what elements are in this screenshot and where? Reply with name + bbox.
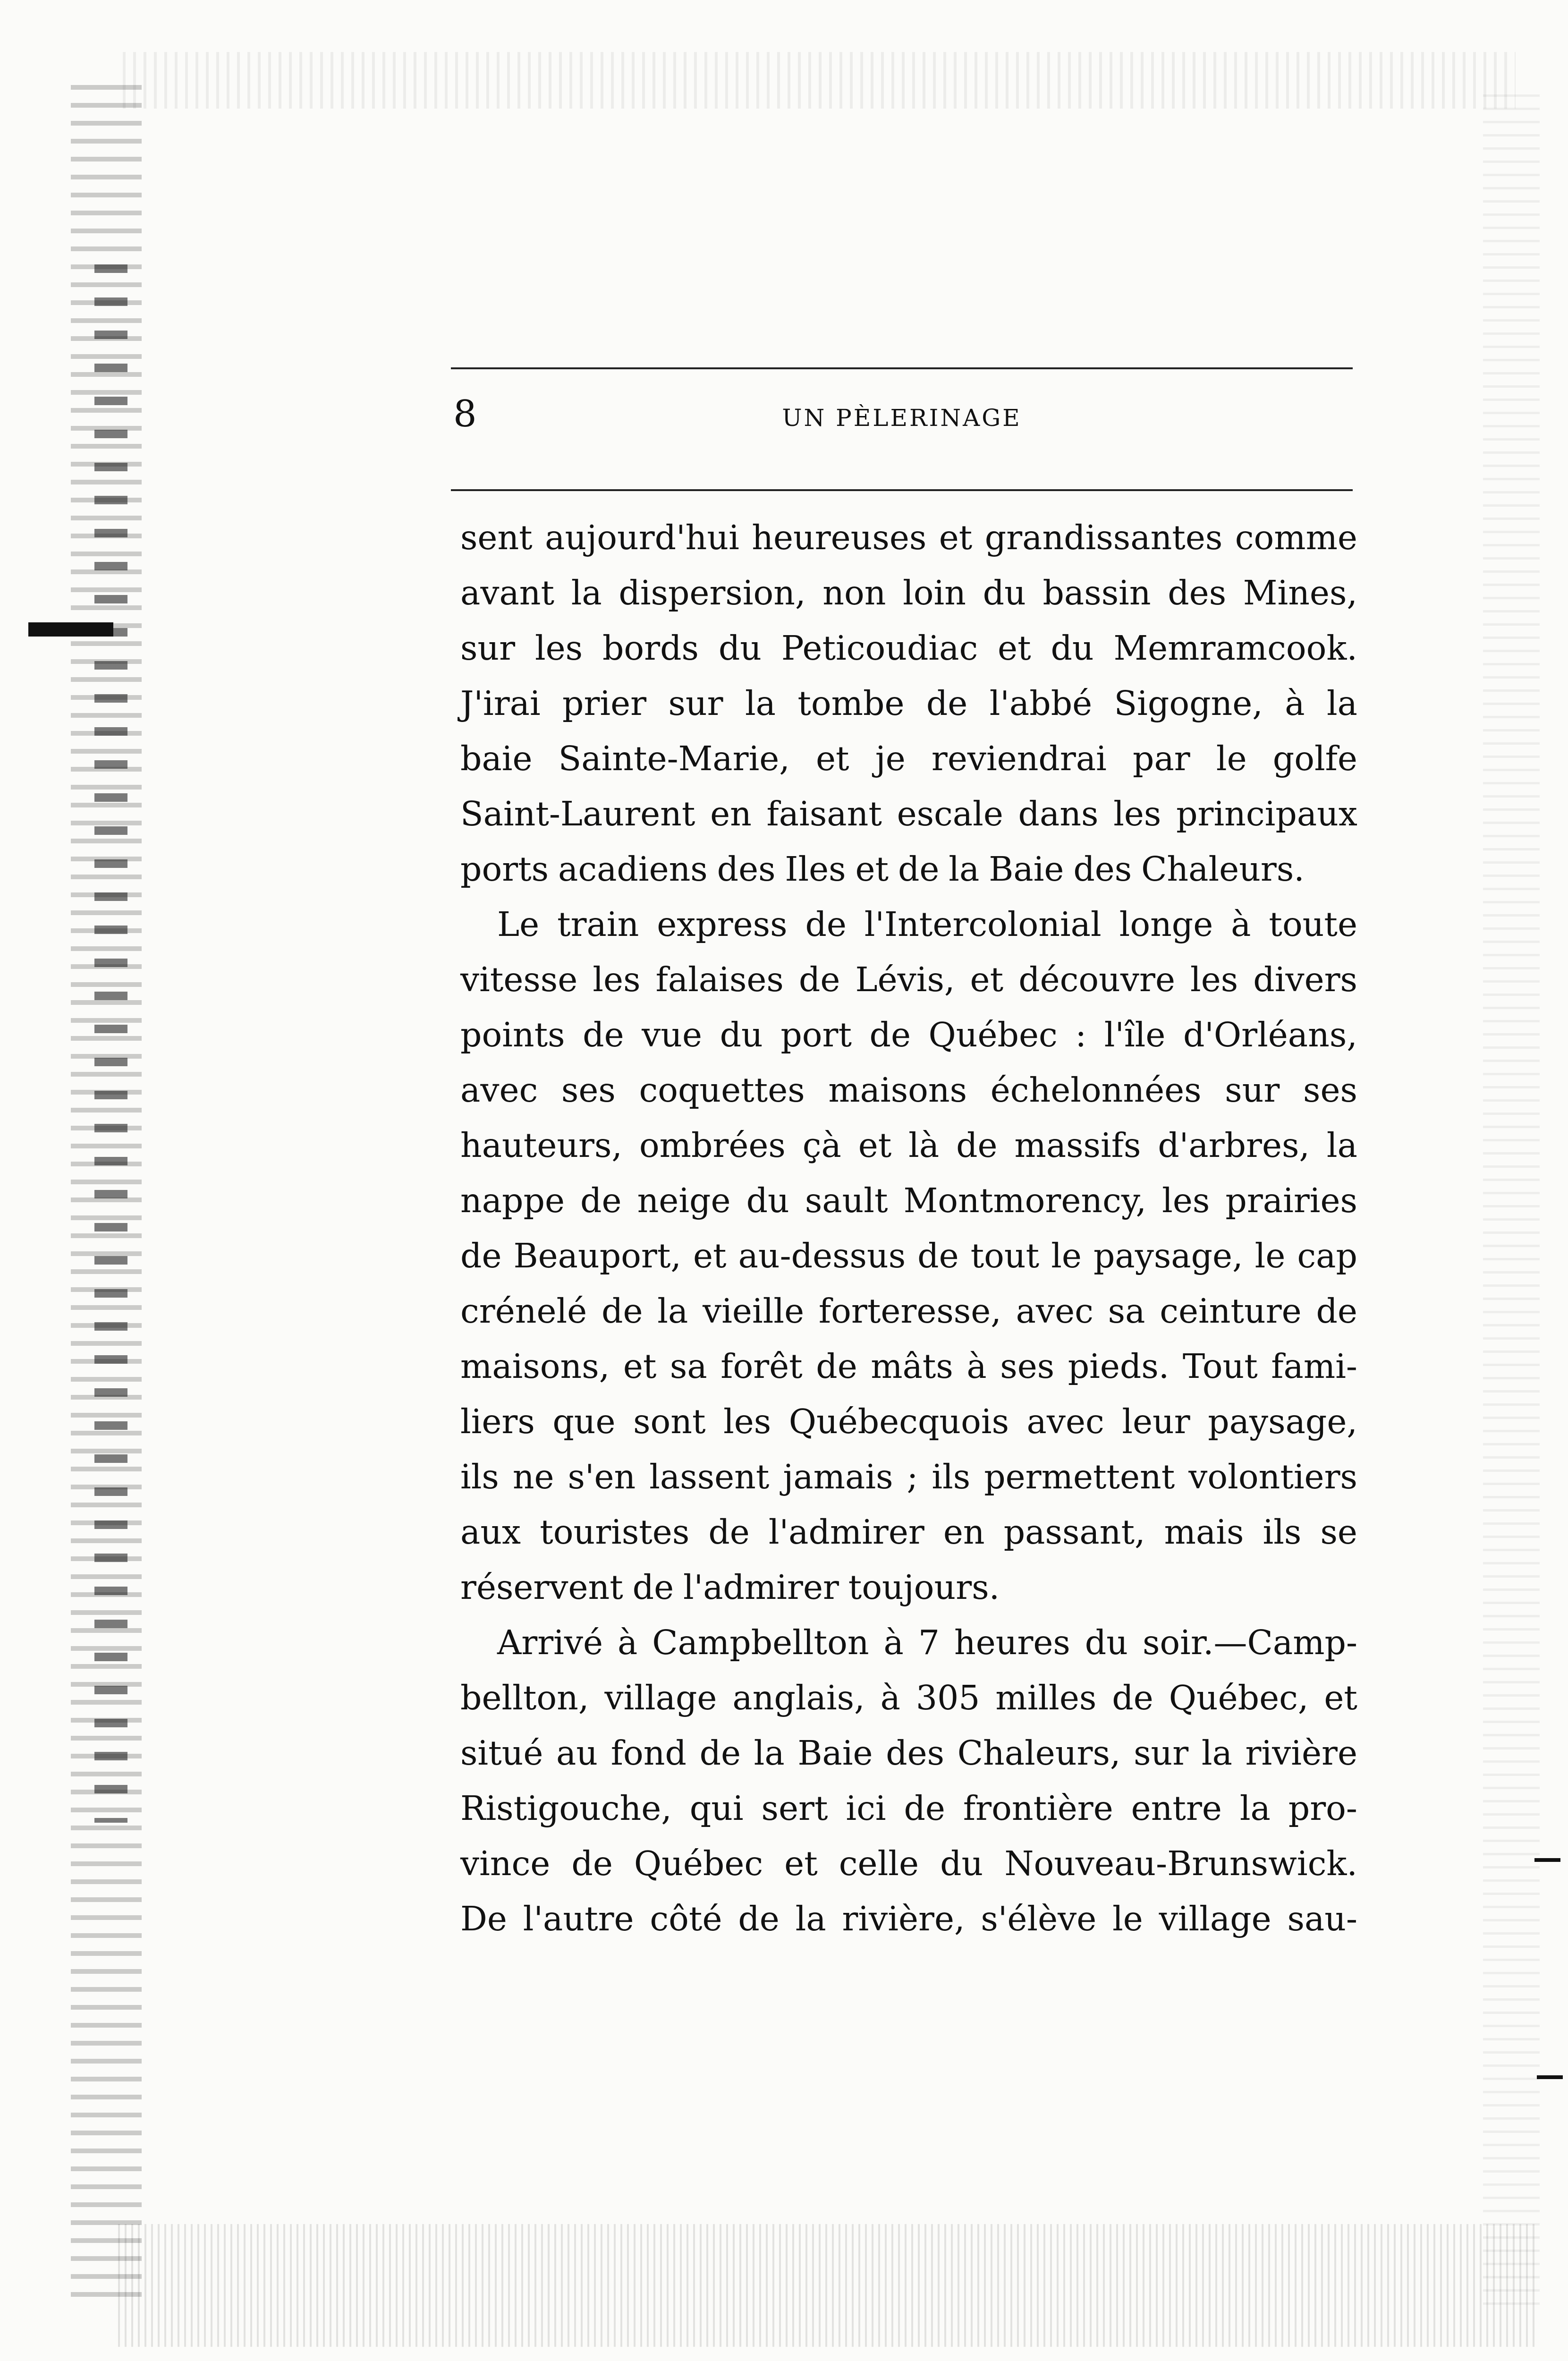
text-line: Arrivé à Campbellton à 7 heures du soir.—Camp- bbox=[497, 1623, 1357, 1662]
scan-edge-right bbox=[1483, 94, 1540, 2314]
text-line: ils ne s'en lassent jamais ; ils permettent volontiers bbox=[460, 1457, 1357, 1496]
text-line: hauteurs, ombrées çà et là de massifs d'arbres, la bbox=[460, 1126, 1357, 1165]
text-line: baie Sainte-Marie, et je reviendrai par le golfe bbox=[460, 739, 1357, 778]
text-line: situé au fond de la Baie des Chaleurs, sur la rivière bbox=[460, 1733, 1357, 1773]
scan-binding-marks bbox=[94, 264, 127, 1823]
text-line: sent aujourd'hui heureuses et grandissantes comme bbox=[460, 518, 1357, 557]
text-line: Saint-Laurent en faisant escale dans les principaux bbox=[460, 794, 1357, 833]
text-line: J'irai prier sur la tombe de l'abbé Sigogne, à la bbox=[460, 684, 1357, 723]
text-line: points de vue du port de Québec : l'île d'Orléans, bbox=[460, 1015, 1357, 1054]
text-line: liers que sont les Québecquois avec leur paysage, bbox=[460, 1402, 1357, 1441]
text-line: Le train express de l'Intercolonial longe à toute bbox=[497, 905, 1357, 944]
scan-mark-right bbox=[1534, 1858, 1560, 1862]
page-number: 8 bbox=[453, 393, 477, 435]
text-line: sur les bords du Peticoudiac et du Memramcook. bbox=[460, 628, 1357, 668]
text-line: Ristigouche, qui sert ici de frontière entre la pro- bbox=[460, 1789, 1357, 1828]
text-line: maisons, et sa forêt de mâts à ses pieds. Tout fami- bbox=[460, 1347, 1357, 1386]
text-line: aux touristes de l'admirer en passant, mais ils se bbox=[460, 1512, 1357, 1552]
text-line: avant la dispersion, non loin du bassin des Mines, bbox=[460, 573, 1357, 612]
text-line: De l'autre côté de la rivière, s'élève le village sau- bbox=[460, 1899, 1357, 1938]
text-line: ports acadiens des Iles et de la Baie des Chaleurs. bbox=[460, 849, 1305, 889]
scan-mark-right bbox=[1537, 2075, 1563, 2079]
text-line: nappe de neige du sault Montmorency, les prairies bbox=[460, 1181, 1357, 1220]
body-text bbox=[460, 510, 1357, 1946]
scan-edge-bottom bbox=[118, 2224, 1534, 2347]
text-line: bellton, village anglais, à 305 milles de Québec, et bbox=[460, 1678, 1357, 1717]
header-rule-top bbox=[451, 367, 1353, 369]
text-line: crénelé de la vieille forteresse, avec sa ceinture de bbox=[460, 1291, 1357, 1331]
scan-mark-left bbox=[28, 622, 113, 637]
text-line: réservent de l'admirer toujours. bbox=[460, 1568, 1000, 1607]
text-line: avec ses coquettes maisons échelonnées sur ses bbox=[460, 1070, 1357, 1110]
text-line: vitesse les falaises de Lévis, et découvre les divers bbox=[460, 960, 1357, 999]
scan-edge-top bbox=[123, 52, 1516, 109]
text-line: vince de Québec et celle du Nouveau-Brunswick. bbox=[460, 1844, 1357, 1883]
header-rule-bottom bbox=[451, 489, 1353, 491]
running-title: UN PÈLERINAGE bbox=[782, 404, 1022, 432]
text-line: de Beauport, et au-dessus de tout le paysage, le cap bbox=[460, 1236, 1357, 1275]
